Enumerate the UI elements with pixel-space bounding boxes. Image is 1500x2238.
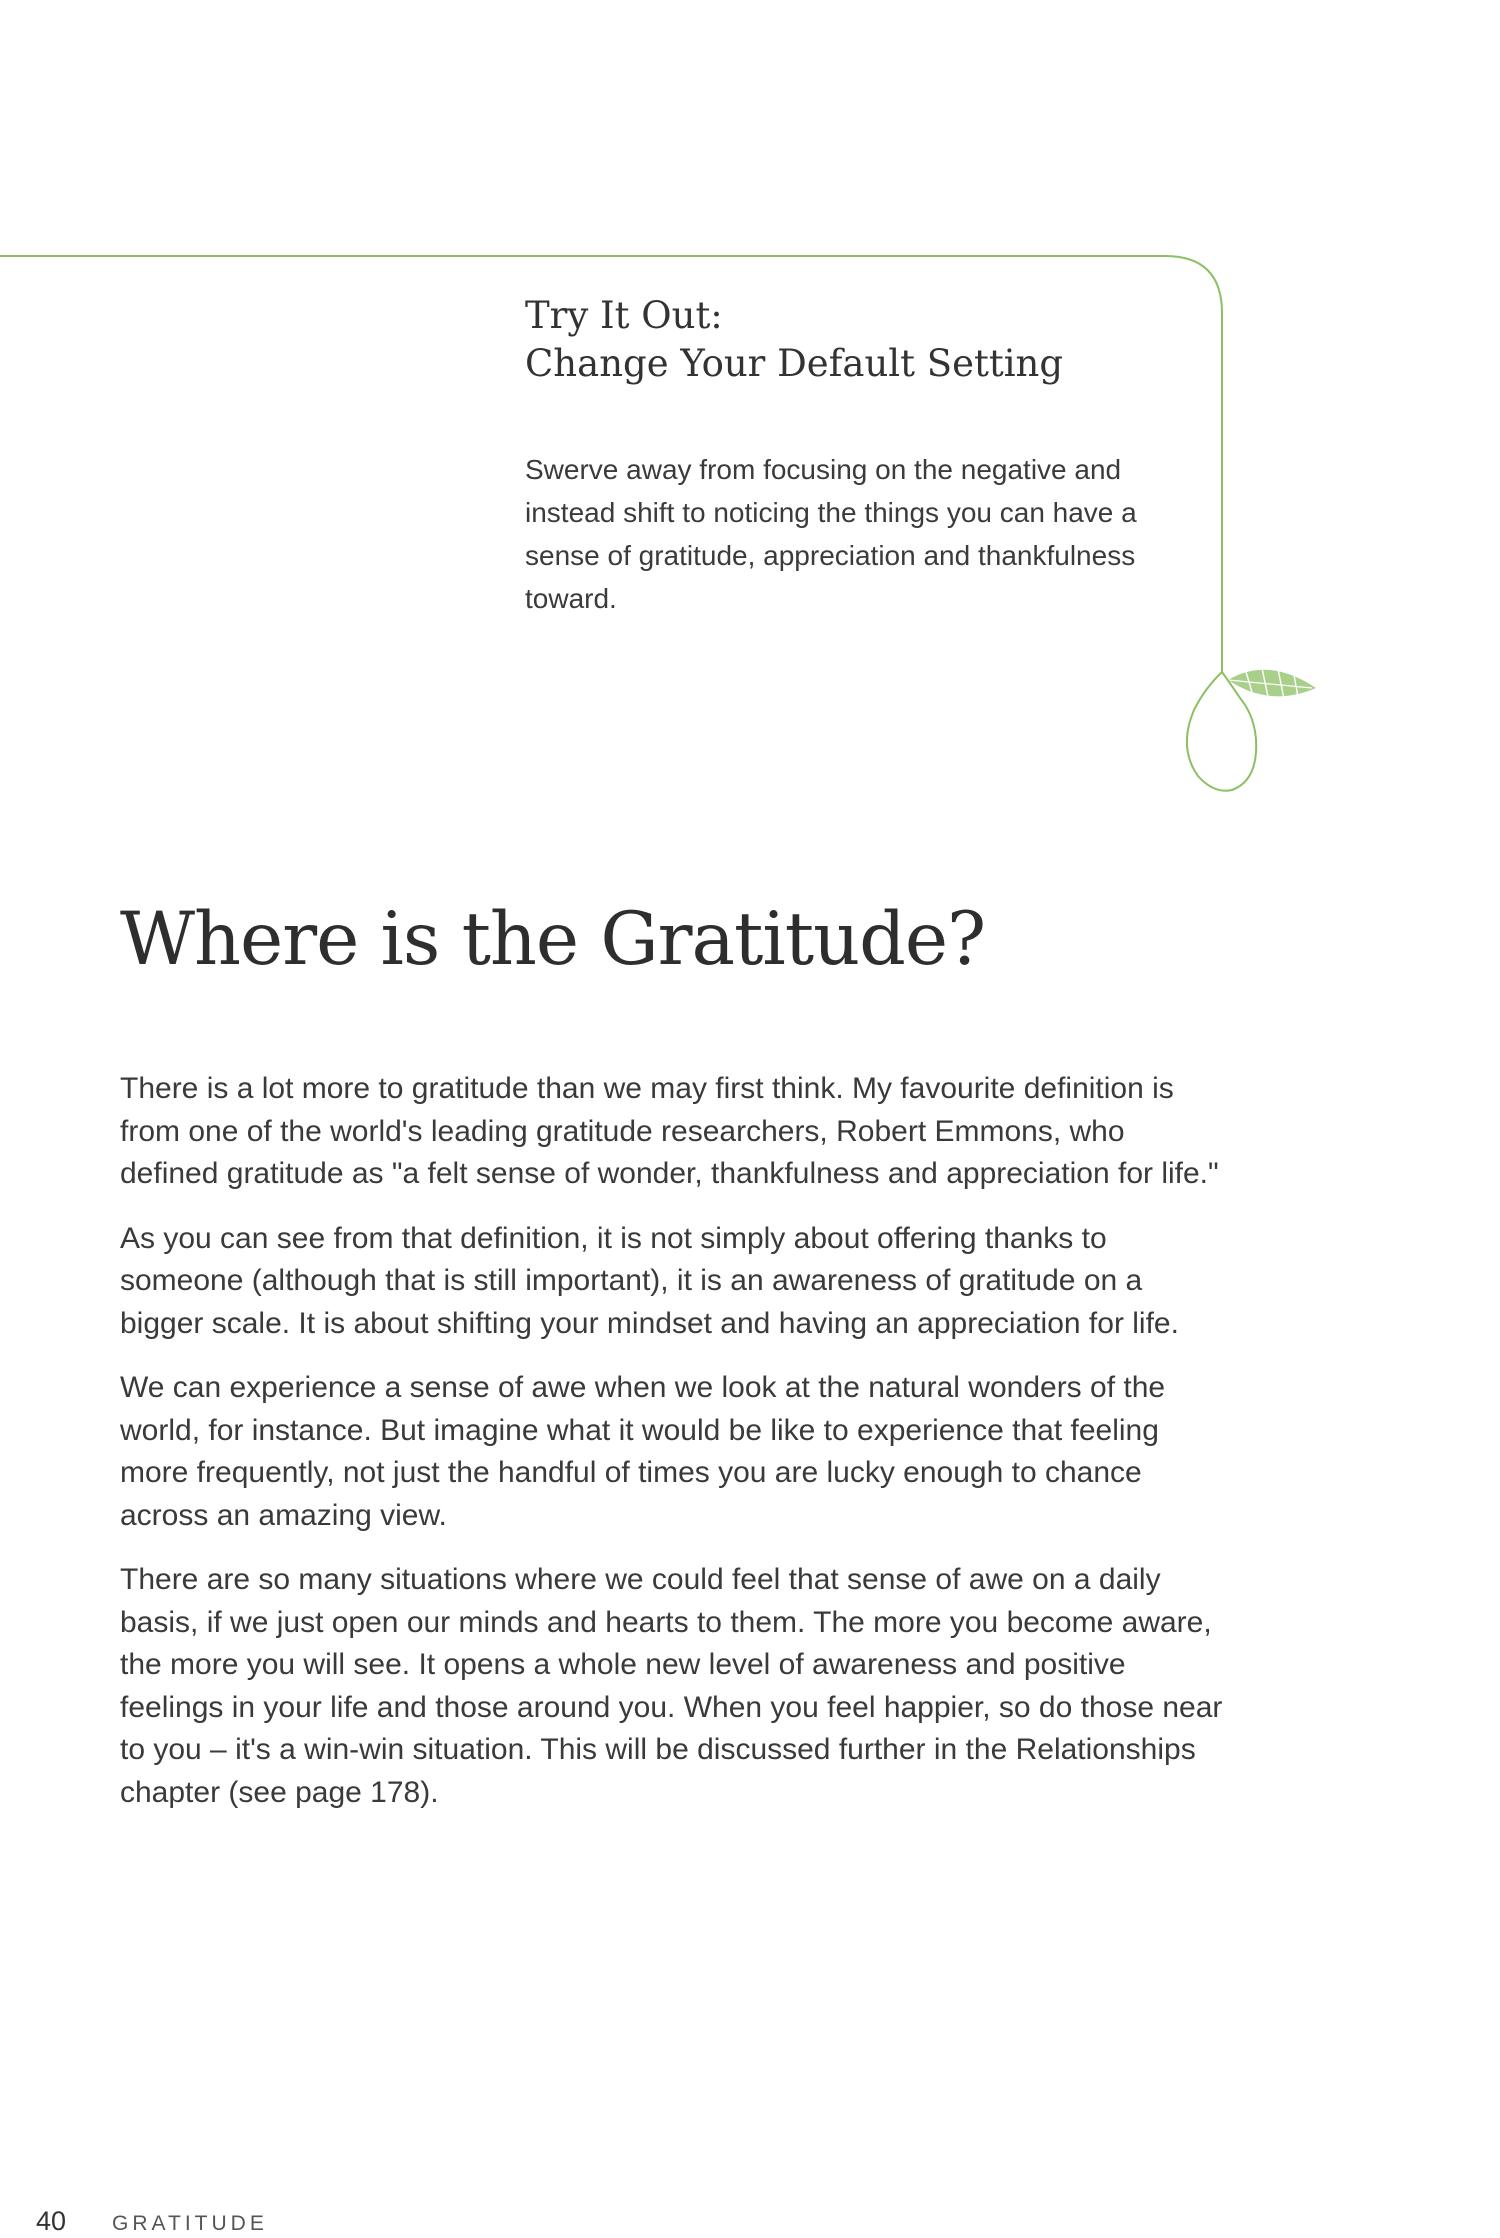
callout-title-line1: Try It Out: (525, 294, 723, 337)
leaf-icon (1228, 668, 1316, 699)
page-footer (36, 2206, 268, 2237)
page-number: 40 (36, 2206, 67, 2236)
callout-body: Swerve away from focusing on the negative and instead shift to noticing the things you can have a sense of gratitude, appreciation and thankfulness toward. (525, 454, 1137, 614)
callout-title (525, 292, 1063, 388)
paragraph: We can experience a sense of awe when we look at the natural wonders of the world, for instance. But imagine what it would be like to experience that feeling more frequently, not just the handful of times you are lucky enough to chance across an amazing view. (120, 1371, 1166, 1532)
section-body (120, 1068, 1230, 1836)
paragraph: There are so many situations where we could feel that sense of awe on a daily basis, if we just open our minds and hearts to them. The more you become aware, the more you will see. It opens a whole new level of awareness and positive feelings in your life and those around you. When you feel happier, so do those near to you – it's a win-win situation. This will be discussed further in the Relationships chapter (see page 178). (120, 1563, 1223, 1809)
running-head: GRATITUDE (112, 2212, 268, 2235)
seed-drop-icon (1187, 672, 1256, 791)
paragraph: As you can see from that definition, it is not simply about offering thanks to someone (although that is still important), it is an awareness of gratitude on a bigger scale. It is about shifting your mindset and having an appreciation for life. (120, 1221, 1179, 1340)
section-heading: Where is the Gratitude? (120, 897, 986, 982)
callout-title-line2: Change Your Default Setting (525, 342, 1064, 385)
paragraph: There is a lot more to gratitude than we may first think. My favourite definition is from one of the world's leading gratitude researchers, Robert Emmons, who defined gratitude as "a felt sense of wonder, thankfulness and appreciation for life." (120, 1072, 1219, 1190)
